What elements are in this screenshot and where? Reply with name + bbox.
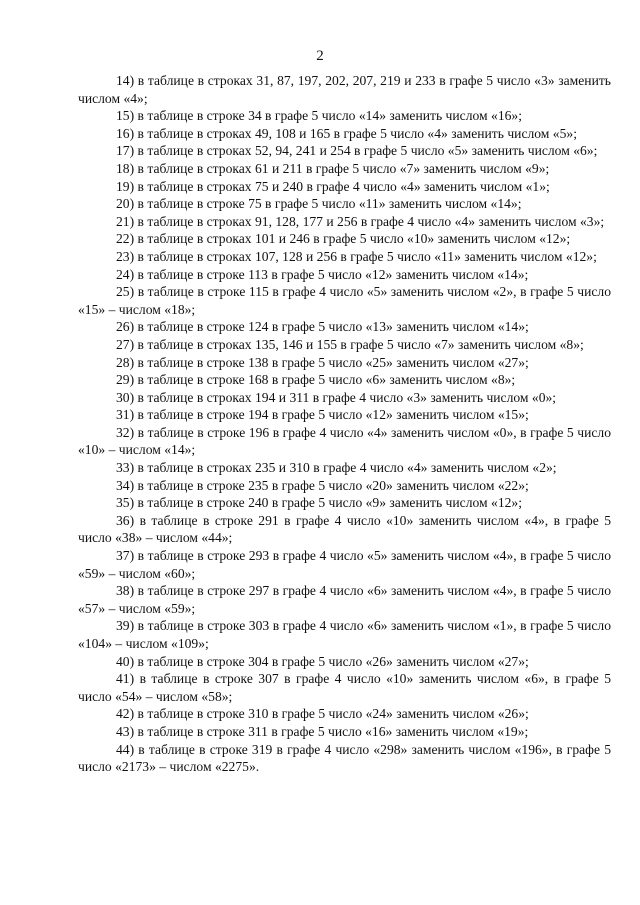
page-number: 2 (316, 48, 324, 64)
list-item-42: 42) в таблице в строке 310 в графе 5 число «24» заменить числом «26»; (116, 706, 529, 722)
list-item-34: 34) в таблице в строке 235 в графе 5 число «20» заменить числом «22»; (116, 477, 529, 493)
list-item-39: 39) в таблице в строке 303 в графе 4 число «6» заменить числом «1», в графе 5 число «104» – числом «109»; (78, 618, 611, 651)
list-item-18: 18) в таблице в строках 61 и 211 в графе 5 число «7» заменить числом «9»; (116, 160, 550, 176)
list-item-26: 26) в таблице в строке 124 в графе 5 число «13» заменить числом «14»; (116, 319, 529, 335)
list-item-19: 19) в таблице в строках 75 и 240 в графе 4 число «4» заменить числом «1»; (116, 178, 550, 194)
list-item-38: 38) в таблице в строке 297 в графе 4 число «6» заменить числом «4», в графе 5 число «57» – числом «59»; (78, 583, 611, 616)
list-item-41: 41) в таблице в строке 307 в графе 4 число «10» заменить числом «6», в графе 5 число «54» – числом «58»; (78, 671, 611, 704)
list-item-21: 21) в таблице в строках 91, 128, 177 и 256 в графе 4 число «4» заменить числом «3»; (116, 213, 605, 229)
list-item-36: 36) в таблице в строке 291 в графе 4 число «10» заменить числом «4», в графе 5 число «38» – числом «44»; (78, 512, 611, 546)
list-item-43: 43) в таблице в строке 311 в графе 5 число «16» заменить числом «19»; (116, 723, 529, 739)
list-item-25: 25) в таблице в строке 115 в графе 4 число «5» заменить числом «2», в графе 5 число «15» – числом «18»; (78, 284, 611, 317)
list-item-29: 29) в таблице в строке 168 в графе 5 число «6» заменить числом «8»; (116, 372, 516, 388)
list-item-33: 33) в таблице в строках 235 и 310 в графе 4 число «4» заменить числом «2»; (116, 460, 557, 476)
list-item-16: 16) в таблице в строках 49, 108 и 165 в графе 5 число «4» заменить числом «5»; (116, 125, 577, 141)
list-item-35: 35) в таблице в строке 240 в графе 5 число «9» заменить числом «12»; (116, 495, 522, 511)
list-item-22: 22) в таблице в строках 101 и 246 в графе 5 число «10» заменить числом «12»; (116, 231, 571, 247)
list-item-32: 32) в таблице в строке 196 в графе 4 число «4» заменить числом «0», в графе 5 число «10» – числом «14»; (78, 424, 611, 458)
list-item-27: 27) в таблице в строках 135, 146 и 155 в графе 5 число «7» заменить числом «8»; (116, 336, 584, 352)
list-item-28: 28) в таблице в строке 138 в графе 5 число «25» заменить числом «27»; (116, 354, 529, 370)
list-item-17: 17) в таблице в строках 52, 94, 241 и 254 в графе 5 число «5» заменить числом «6»; (116, 143, 598, 159)
list-item-24: 24) в таблице в строке 113 в графе 5 число «12» заменить числом «14»; (116, 266, 529, 282)
list-item-37: 37) в таблице в строке 293 в графе 4 число «5» заменить числом «4», в графе 5 число «59» – числом «60»; (78, 548, 611, 581)
list-item-14: 14) в таблице в строках 31, 87, 197, 202, 207, 219 и 233 в графе 5 число «3» заменить числом «4»; (78, 73, 611, 106)
amendment-list (78, 72, 611, 776)
list-item-31: 31) в таблице в строке 194 в графе 5 число «12» заменить числом «15»; (116, 407, 529, 423)
list-item-40: 40) в таблице в строке 304 в графе 5 число «26» заменить числом «27»; (116, 653, 529, 669)
list-item-44: 44) в таблице в строке 319 в графе 4 число «298» заменить числом «196», в графе 5 число «2173» – числом «2275». (78, 741, 611, 775)
list-item-15: 15) в таблице в строке 34 в графе 5 число «14» заменить числом «16»; (116, 108, 522, 124)
list-item-30: 30) в таблице в строках 194 и 311 в графе 4 число «3» заменить числом «0»; (116, 389, 557, 405)
list-item-20: 20) в таблице в строке 75 в графе 5 число «11» заменить числом «14»; (116, 196, 522, 212)
list-item-23: 23) в таблице в строках 107, 128 и 256 в графе 5 число «11» заменить числом «12»; (116, 248, 597, 264)
